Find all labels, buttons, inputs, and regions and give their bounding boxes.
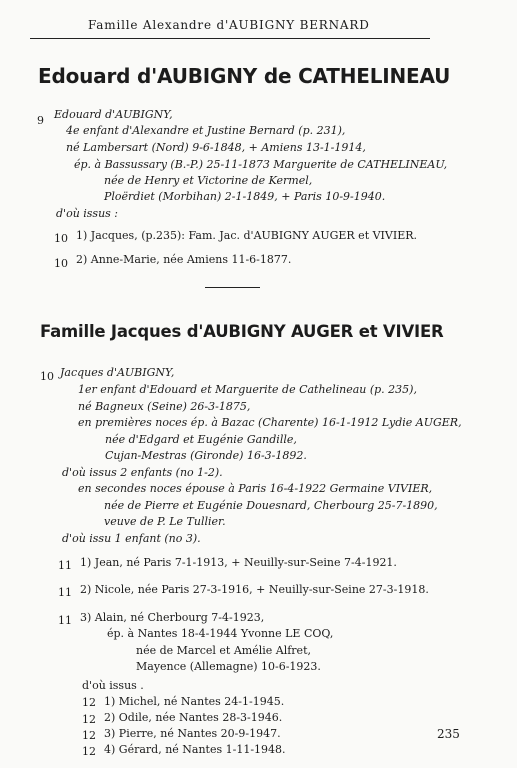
person-line: Jacques d'AUBIGNY, [60,366,175,379]
issus-label: d'où issus : [56,207,119,220]
issus-label: d'où issu 1 enfant (no 3). [62,532,201,545]
child-entry: 1) Jean, né Paris 7-1-1913, + Neuilly-sur-Seine 7-4-1921. [80,556,397,569]
child-number: 11 [58,614,72,627]
person-line: en secondes noces épouse à Paris 16-4-1922 Germaine VIVIER, [78,482,433,495]
header-rule [30,38,430,39]
child-entry: 3) Alain, né Cherbourg 7-4-1923, [80,611,265,624]
child-entry: 1) Jacques, (p.235): Fam. Jac. d'AUBIGNY AUGER et VIVIER. [76,229,417,242]
person-line: 4e enfant d'Alexandre et Justine Bernard (p. 231), [66,124,346,137]
page-number: 235 [437,727,460,741]
person-line: en premières noces ép. à Bazac (Charente) 16-1-1912 Lydie AUGER, [78,416,462,429]
issus-label: d'où issus . [82,679,144,692]
person-line: Edouard d'AUBIGNY, [54,108,173,121]
child-entry: 2) Nicole, née Paris 27-3-1916, + Neuilly-sur-Seine 27-3-1918. [80,583,429,596]
child-entry: 2) Anne-Marie, née Amiens 11-6-1877. [76,253,292,266]
grandchild-number: 12 [82,696,96,709]
person-line: ép. à Bassussary (B.-P.) 25-11-1873 Marguerite de CATHELINEAU, [74,158,448,171]
grandchild-entry: 2) Odile, née Nantes 28-3-1946. [104,711,283,724]
running-header: Famille Alexandre d'AUBIGNY BERNARD [88,18,370,32]
grandchild-number: 12 [82,745,96,758]
grandchild-entry: 3) Pierre, né Nantes 20-9-1947. [104,727,281,740]
person-line: veuve de P. Le Tullier. [104,515,226,528]
generation-number: 10 [40,370,54,383]
section1-title: Edouard d'AUBIGNY de CATHELINEAU [38,64,451,88]
child-number: 11 [58,559,72,572]
person-line: 1er enfant d'Edouard et Marguerite de Cathelineau (p. 235), [78,383,417,396]
child-number: 11 [58,586,72,599]
spouse-line: ép. à Nantes 18-4-1944 Yvonne LE COQ, [107,627,334,640]
person-line: né Bagneux (Seine) 26-3-1875, [78,400,251,413]
child-number: 10 [54,232,68,245]
grandchild-entry: 1) Michel, né Nantes 24-1-1945. [104,695,285,708]
person-line: né Lambersart (Nord) 9-6-1848, + Amiens 13-1-1914, [66,141,366,154]
spouse-line: née de Marcel et Amélie Alfret, [136,644,311,657]
grandchild-number: 12 [82,713,96,726]
person-line: Cujan-Mestras (Gironde) 16-3-1892. [105,449,307,462]
child-number: 10 [54,257,68,270]
person-line: née de Henry et Victorine de Kermel, [104,174,313,187]
issus-label: d'où issus 2 enfants (no 1-2). [62,466,223,479]
grandchild-entry: 4) Gérard, né Nantes 1-11-1948. [104,743,286,756]
person-line: Ploërdiet (Morbihan) 2-1-1849, + Paris 10-9-1940. [104,190,386,203]
spouse-line: Mayence (Allemagne) 10-6-1923. [136,660,321,673]
section2-title: Famille Jacques d'AUBIGNY AUGER et VIVIER [40,322,444,341]
grandchild-number: 12 [82,729,96,742]
generation-number: 9 [37,114,44,127]
person-line: née d'Edgard et Eugénie Gandille, [105,433,297,446]
person-line: née de Pierre et Eugénie Douesnard, Cherbourg 25-7-1890, [104,499,438,512]
section-divider [205,287,260,288]
